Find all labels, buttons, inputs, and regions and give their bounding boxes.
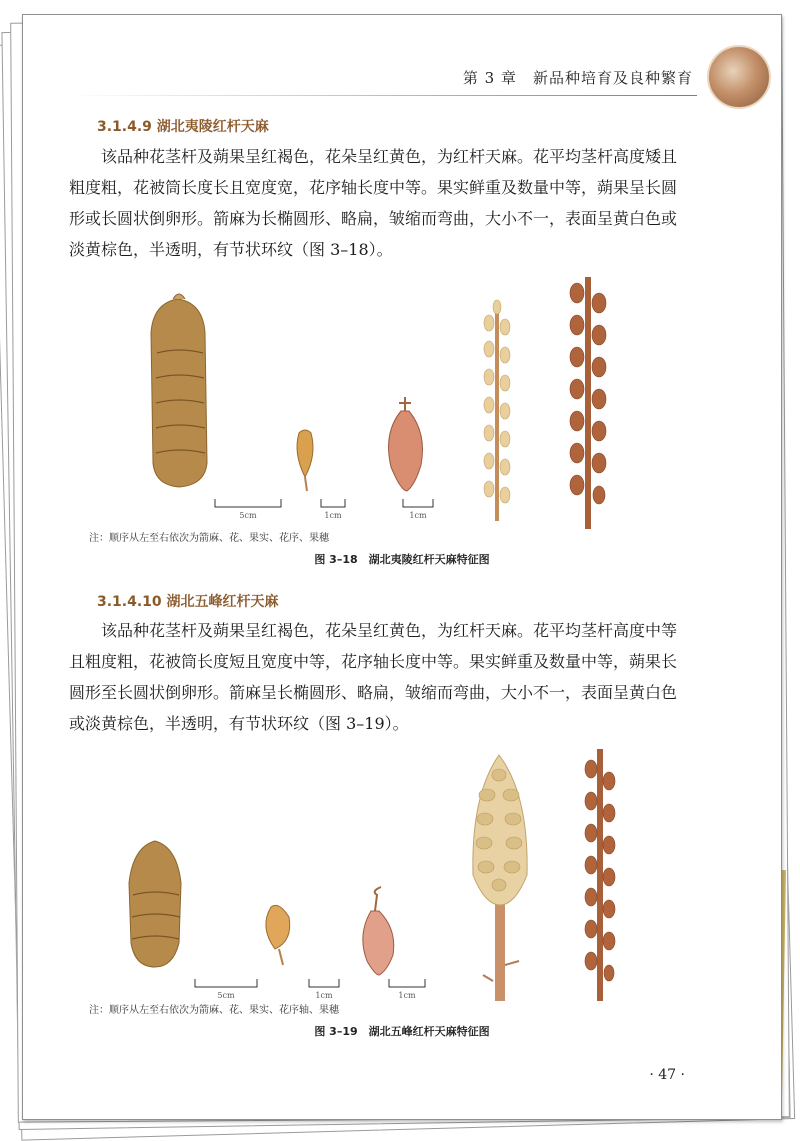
scale-label: 5cm <box>239 511 257 520</box>
flower-specimen <box>266 905 290 965</box>
section-title: 3.1.4.10 湖北五峰红杆天麻 <box>97 594 279 610</box>
inflorescence-axis-specimen <box>473 755 527 1001</box>
header-rule <box>71 95 697 96</box>
text-line: 圆形至长圆状倒卵形。箭麻呈长椭圆形、略扁，皱缩而弯曲，大小不一，表面呈黄白色 <box>69 683 678 702</box>
tuber-specimen <box>129 841 181 967</box>
text-line: 淡黄棕色，半透明，有节状环纹（图 3–18）。 <box>69 240 393 259</box>
scale-label: 1cm <box>409 511 427 520</box>
scale-label: 1cm <box>324 511 342 520</box>
text-line: 粗度粗，花被筒长度长且宽度宽，花序轴长度中等。果实鲜重及数量中等，蒴果呈长圆 <box>69 178 678 197</box>
scale-label: 1cm <box>398 991 416 1000</box>
chapter-badge-image <box>707 45 771 109</box>
infructescence-specimen <box>585 749 615 1001</box>
book-page <box>22 14 782 1120</box>
flower-specimen <box>297 430 313 491</box>
scale-label: 1cm <box>315 991 333 1000</box>
text-line: 该品种花茎杆及蒴果呈红褐色，花朵呈红黄色，为红杆天麻。花平均茎杆高度中等 <box>69 621 678 640</box>
figure-note: 注：顺序从左至右依次为箭麻、花、果实、花序轴、果穗 <box>89 1005 339 1016</box>
running-head: 第 3 章 新品种培育及良种繁育 <box>462 69 693 87</box>
scale-bars <box>195 979 425 987</box>
figure-caption: 图 3–18 湖北夷陵红杆天麻特征图 <box>314 553 490 566</box>
section-title: 3.1.4.9 湖北夷陵红杆天麻 <box>97 119 269 135</box>
page-number: · 47 · <box>649 1067 685 1083</box>
inflorescence-specimen <box>484 300 510 521</box>
figure-note: 注：顺序从左至右依次为箭麻、花、果实、花序、果穗 <box>89 533 329 544</box>
fruit-specimen <box>363 887 394 975</box>
figure-3-18 <box>123 263 623 533</box>
figure-caption: 图 3–19 湖北五峰红杆天麻特征图 <box>314 1025 490 1038</box>
scale-label: 5cm <box>217 991 235 1000</box>
text-line: 且粗度粗，花被筒长度短且宽度中等，花序轴长度中等。果实鲜重及数量中等，蒴果长 <box>69 652 678 671</box>
text-line: 该品种花茎杆及蒴果呈红褐色，花朵呈红黄色，为红杆天麻。花平均茎杆高度矮且 <box>69 147 678 166</box>
page-header <box>23 15 781 95</box>
infructescence-specimen <box>570 277 606 529</box>
tuber-specimen <box>151 294 207 487</box>
fruit-specimen <box>389 397 423 491</box>
paragraph <box>69 615 709 739</box>
text-line: 形或长圆状倒卵形。箭麻为长椭圆形、略扁，皱缩而弯曲，大小不一，表面呈黄白色或 <box>69 209 678 228</box>
text-line: 或淡黄棕色，半透明，有节状环纹（图 3–19）。 <box>69 714 409 733</box>
figure-3-19 <box>103 735 643 1005</box>
scale-bars <box>215 499 433 507</box>
paragraph <box>69 141 709 265</box>
